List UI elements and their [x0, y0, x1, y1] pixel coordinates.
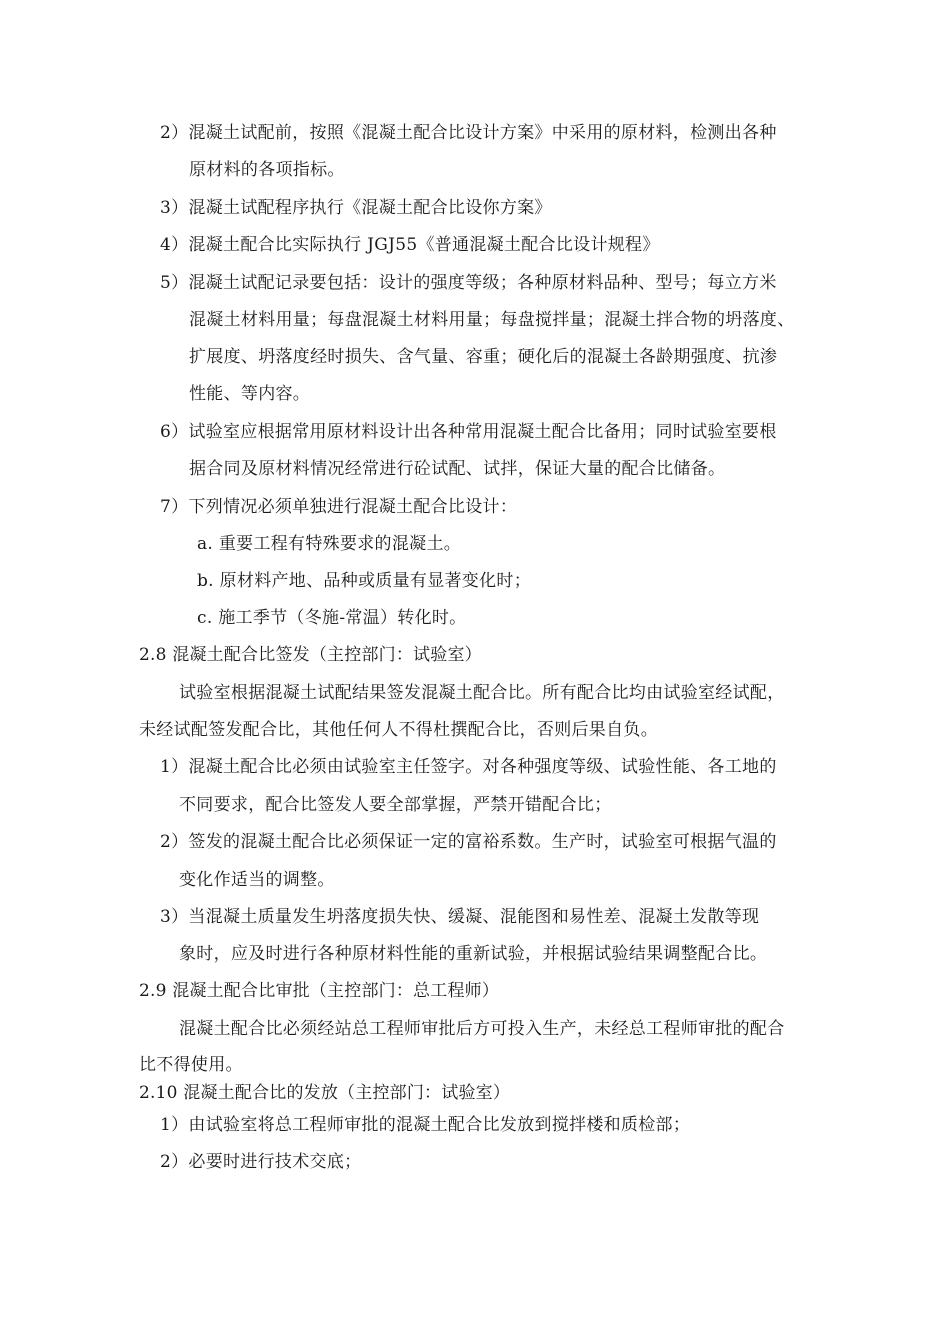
- paragraph-line: 1）由试验室将总工程师审批的混凝土配合比发放到搅拌楼和质检部；: [160, 1115, 691, 1135]
- paragraph-line: 5）混凝土试配记录要包括：设计的强度等级；各种原材料品种、型号；每立方米: [160, 273, 777, 293]
- paragraph-line: 1）混凝土配合比必须由试验室主任签字。对各种强度等级、试验性能、各工地的: [160, 757, 777, 777]
- list-item: c. 施工季节（冬施-常温）转化时。: [197, 608, 467, 628]
- paragraph-line: 不同要求，配合比签发人要全部掌握，严禁开错配合比；: [179, 795, 612, 815]
- paragraph-line: 4）混凝土配合比实际执行 JGJ55《普通混凝土配合比设计规程》: [160, 235, 660, 255]
- paragraph-line: 6）试验室应根据常用原材料设计出各种常用混凝土配合比备用；同时试验室要根: [160, 422, 777, 442]
- paragraph-line: 性能、等内容。: [189, 384, 311, 404]
- paragraph-line: 2）签发的混凝土配合比必须保证一定的富裕系数。生产时，试验室可根据气温的: [160, 832, 777, 852]
- paragraph-line: 变化作适当的调整。: [179, 870, 335, 890]
- paragraph-line: 7）下列情况必须单独进行混凝土配合比设计：: [160, 497, 518, 517]
- paragraph-line: 扩展度、坍落度经时损失、含气量、容重；硬化后的混凝土各龄期强度、抗渗: [189, 347, 778, 367]
- paragraph-line: 比不得使用。: [139, 1055, 243, 1075]
- paragraph-line: 未经试配签发配合比，其他任何人不得杜撰配合比，否则后果自负。: [139, 720, 658, 740]
- section-heading: 2.8 混凝土配合比签发（主控部门：试验室）: [139, 645, 482, 665]
- paragraph-line: 2）必要时进行技术交底；: [160, 1152, 362, 1172]
- paragraph-line: 象时，应及时进行各种原材料性能的重新试验，并根据试验结果调整配合比。: [179, 944, 768, 964]
- paragraph-line: 据合同及原材料情况经常进行砼试配、试拌，保证大量的配合比储备。: [189, 459, 726, 479]
- paragraph-line: 原材料的各项指标。: [189, 160, 345, 180]
- paragraph-line: 试验室根据混凝土试配结果签发混凝土配合比。所有配合比均由试验室经试配，: [179, 683, 785, 703]
- paragraph-line: 3）混凝土试配程序执行《混凝土配合比设你方案》: [160, 198, 552, 218]
- list-item: a. 重要工程有特殊要求的混凝土。: [197, 534, 462, 554]
- list-item: b. 原材料产地、品种或质量有显著变化时；: [197, 571, 531, 591]
- paragraph-line: 2）混凝土试配前，按照《混凝土配合比设计方案》中采用的原材料，检测出各种: [160, 123, 777, 143]
- paragraph-line: 混凝土配合比必须经站总工程师审批后方可投入生产，未经总工程师审批的配合: [179, 1019, 785, 1039]
- paragraph-line: 混凝土材料用量；每盘混凝土材料用量；每盘搅拌量；混凝土拌合物的坍落度、: [189, 310, 795, 330]
- section-heading: 2.9 混凝土配合比审批（主控部门：总工程师）: [139, 981, 500, 1001]
- paragraph-line: 3）当混凝土质量发生坍落度损失快、缓凝、混能图和易性差、混凝土发散等现: [160, 907, 760, 927]
- section-heading: 2.10 混凝土配合比的发放（主控部门：试验室）: [139, 1083, 511, 1103]
